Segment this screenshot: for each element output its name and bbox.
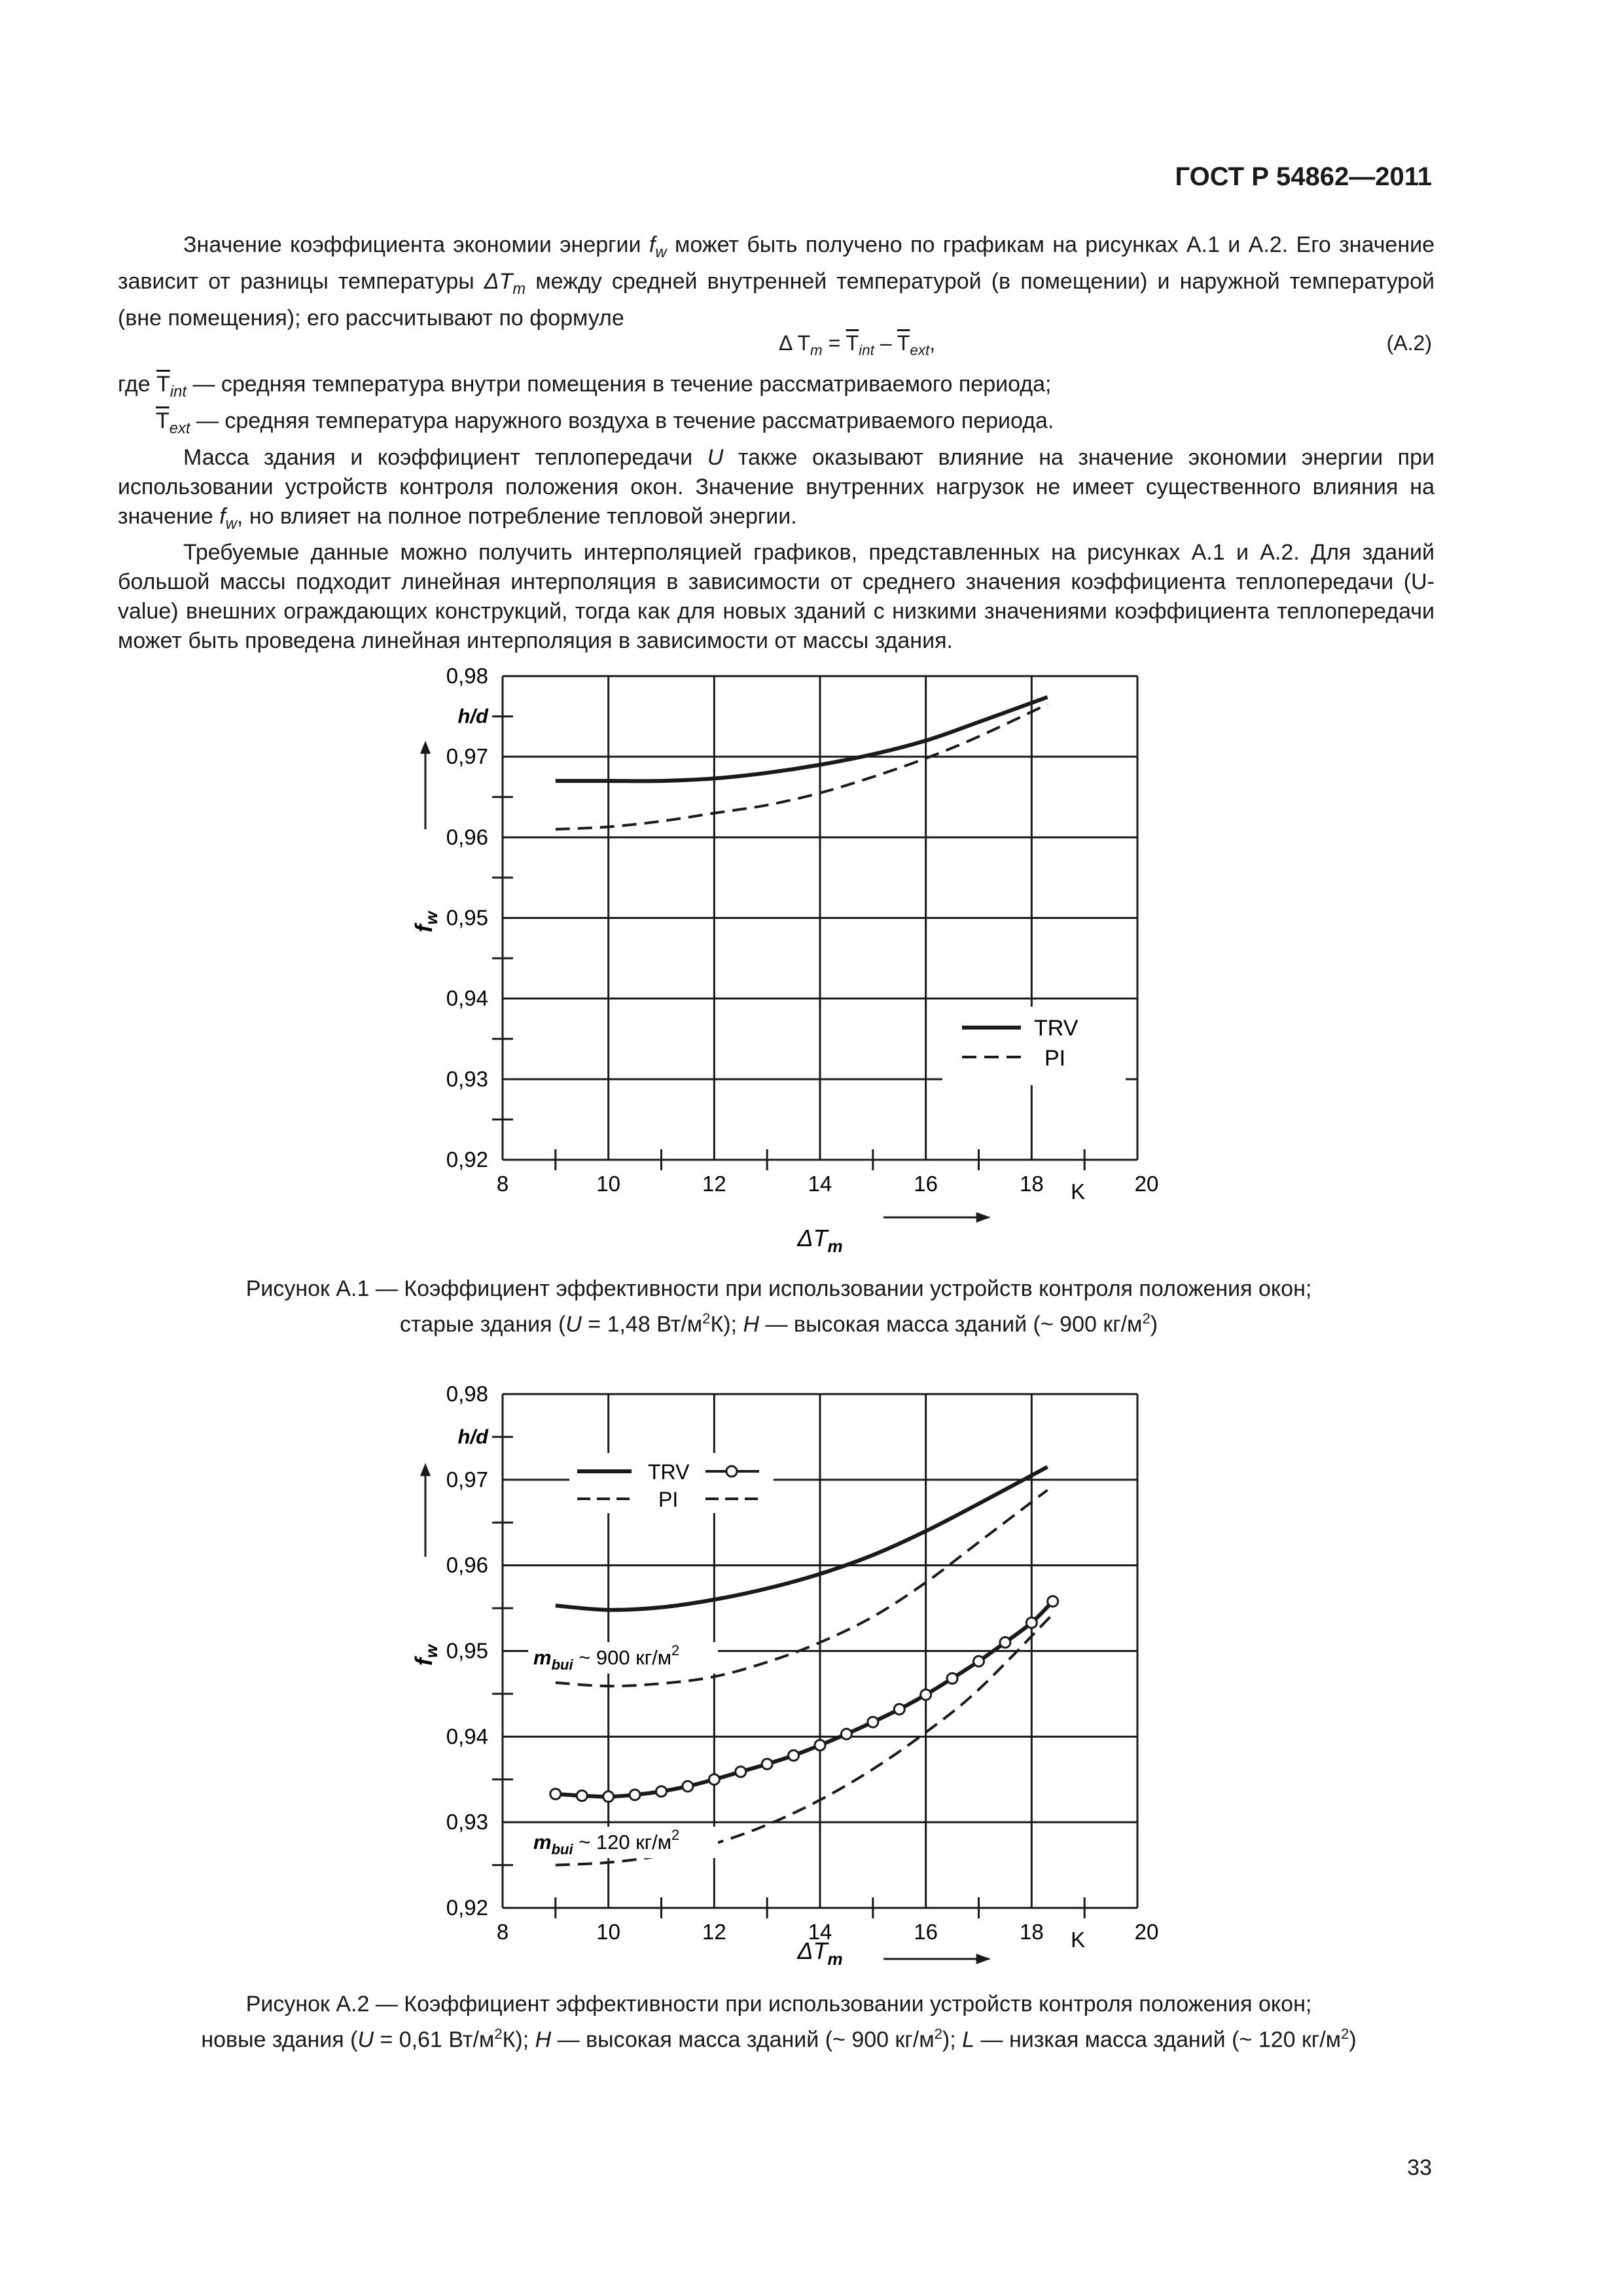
y-axis-arrow-head <box>420 741 431 754</box>
legend-label-pi: PI <box>1044 1046 1066 1071</box>
y-tick-label: 0,98 <box>446 664 488 688</box>
y-tick-label: 0,92 <box>446 1895 488 1920</box>
series-marker <box>577 1791 587 1801</box>
legend-label-trv: TRV <box>1034 1016 1079 1041</box>
figure-a2-chart <box>366 1374 1217 1977</box>
series-marker <box>868 1717 878 1727</box>
y-axis-label: $f_w$ <box>410 1644 441 1666</box>
y-tick-label: 0,96 <box>446 825 488 850</box>
x-tick-label: 14 <box>808 1172 832 1196</box>
y-tick-label: 0,92 <box>446 1147 488 1172</box>
paragraph-3: Требуемые данные можно получить интерполяцией графиков, представленных на рисунках А.1 и А.2. Для зданий большой массы подходит линейная интерполяция в зависимости от среднего значения коэффициента теплопередачи (U-value) внешних ограждающих конструкций, тогда как для новых зданий с низкими значениями коэффициента теплопередачи может быть проведена линейная интерполяция в зависимости от массы здания. <box>118 540 1435 654</box>
x-axis-arrow-head <box>976 1212 991 1223</box>
series-marker <box>815 1740 825 1750</box>
y-axis-label: $f_w$ <box>410 911 441 933</box>
y-tick-label: 0,94 <box>446 986 488 1011</box>
series-marker <box>709 1774 719 1785</box>
x-tick-label: 10 <box>596 1172 621 1196</box>
annotation-mbui-900-part: ~ 900 кг/м <box>573 1646 672 1669</box>
y-tick-label: 0,95 <box>446 1638 488 1663</box>
y-unit-label: h/d <box>457 1425 488 1448</box>
x-axis-label-sub: m <box>827 1236 843 1256</box>
series-marker <box>603 1791 614 1802</box>
figure-a2-caption: Рисунок А.2 — Коэффициент эффективности при использовании устройств контроля положения окон; новые здания (U = 0,61 $Вт/м^2К$); H — высокая масса зданий (~ 900 $кг/м^2$); L — низкая масса зданий (~ 120 $кг/м^2$) <box>201 1992 1357 2053</box>
annotation-mbui-120-part: 2 <box>671 1827 680 1843</box>
x-axis-label-sub: m <box>827 1949 843 1969</box>
document-header: ГОСТ Р 54862—2011 <box>1175 162 1432 191</box>
y-axis-label-sub: w <box>421 911 441 925</box>
series-marker <box>736 1767 746 1777</box>
x-tick-label: 16 <box>914 1920 938 1944</box>
y-tick-label: 0,97 <box>446 744 488 769</box>
y-tick-label: 0,98 <box>446 1382 488 1406</box>
x-axis-arrow-head <box>976 1954 991 1964</box>
y-tick-label: 0,95 <box>446 905 488 930</box>
annotation-mbui-120-part: m <box>533 1831 552 1854</box>
page-number: 33 <box>1407 2155 1432 2180</box>
series-line-trv-120 <box>556 1602 1053 1797</box>
where-item-int: где $\overline{T}_{int}$ — средняя температура внутри помещения в течение рассматриваемого периода; <box>118 372 1052 401</box>
x-tick-label: 12 <box>702 1172 726 1196</box>
x-tick-label: 8 <box>496 1172 509 1196</box>
x-tick-label: 20 <box>1134 1172 1159 1196</box>
series-marker <box>947 1673 957 1683</box>
annotation-mbui-900-part: bui <box>551 1657 573 1673</box>
series-marker <box>630 1789 640 1800</box>
y-tick-label: 0,96 <box>446 1552 488 1577</box>
annotation-mbui-900-part: 2 <box>671 1642 680 1659</box>
paragraph-1: Значение коэффициента экономии энергии $f_w$ может быть получено по графикам на рисунках А.1 и А.2. Его значение зависит от разницы температуры $\Delta T_m$ между средней внутренней температурой (в помещении) и наружной температурой (вне помещения); его рассчитывают по формуле <box>118 232 1435 331</box>
figure-a1-caption: Рисунок А.1 — Коэффициент эффективности при использовании устройств контроля положения окон; старые здания (U = 1,48 $Вт/м^2К$); H — высокая масса зданий (~ 900 $кг/м^2$) <box>245 1276 1312 1337</box>
x-tick-label: 18 <box>1019 1172 1044 1196</box>
series-marker <box>656 1786 667 1797</box>
y-tick-label: 0,97 <box>446 1467 488 1492</box>
legend-label-trv: TRV <box>648 1460 690 1484</box>
series-marker <box>921 1689 931 1700</box>
x-tick-label: 16 <box>914 1172 938 1196</box>
figure-a1-chart <box>366 655 1217 1263</box>
x-unit-label: K <box>1071 1179 1086 1204</box>
series-marker <box>1000 1637 1010 1647</box>
series-marker <box>1048 1596 1058 1607</box>
where-block <box>118 370 1435 656</box>
x-tick-label: 12 <box>702 1920 726 1944</box>
paragraph-2: Масса здания и коэффициент теплопередачи U также оказывают влияние на значение экономии энергии при использовании устройств контроля положения окон. Значение внутренних нагрузок не имеет существенного влияния на значение $f_w$, но влияет на полное потребление тепловой энергии. <box>118 444 1435 533</box>
x-tick-label: 10 <box>596 1920 621 1944</box>
where-item-ext: $\overline{T}_{ext}$ — средняя температура наружного воздуха в течение рассматриваемого периода. <box>156 408 1054 437</box>
series-marker <box>841 1729 851 1739</box>
annotation-mbui-900-part: m <box>533 1646 552 1669</box>
y-axis-arrow-head <box>420 1463 431 1476</box>
formula-number: (А.2) <box>1386 331 1432 355</box>
series-marker <box>894 1704 904 1714</box>
annotation-mbui-120-part: bui <box>551 1841 573 1857</box>
series-marker <box>550 1789 561 1799</box>
series-marker <box>974 1656 984 1666</box>
x-unit-label: K <box>1071 1928 1086 1952</box>
x-tick-label: 14 <box>808 1920 832 1944</box>
series-marker <box>683 1781 693 1791</box>
body-text <box>118 230 1435 333</box>
y-axis-label-sub: w <box>421 1644 441 1659</box>
legend-marker <box>726 1466 737 1477</box>
y-tick-label: 0,93 <box>446 1810 488 1835</box>
x-axis-label: $\Delta T_m$ <box>797 1225 843 1256</box>
series-marker <box>789 1750 799 1761</box>
legend-label-pi: PI <box>658 1488 679 1511</box>
y-tick-label: 0,94 <box>446 1724 488 1749</box>
x-tick-label: 18 <box>1019 1920 1044 1944</box>
x-axis-label: $\Delta T_m$ <box>797 1937 843 1969</box>
series-marker <box>762 1759 772 1769</box>
x-tick-label: 20 <box>1134 1920 1159 1944</box>
y-tick-label: 0,93 <box>446 1066 488 1091</box>
annotation-mbui-120-part: ~ 120 кг/м <box>573 1831 672 1854</box>
series-marker <box>1026 1617 1037 1628</box>
y-unit-label: h/d <box>457 704 488 728</box>
x-tick-label: 8 <box>496 1920 509 1944</box>
